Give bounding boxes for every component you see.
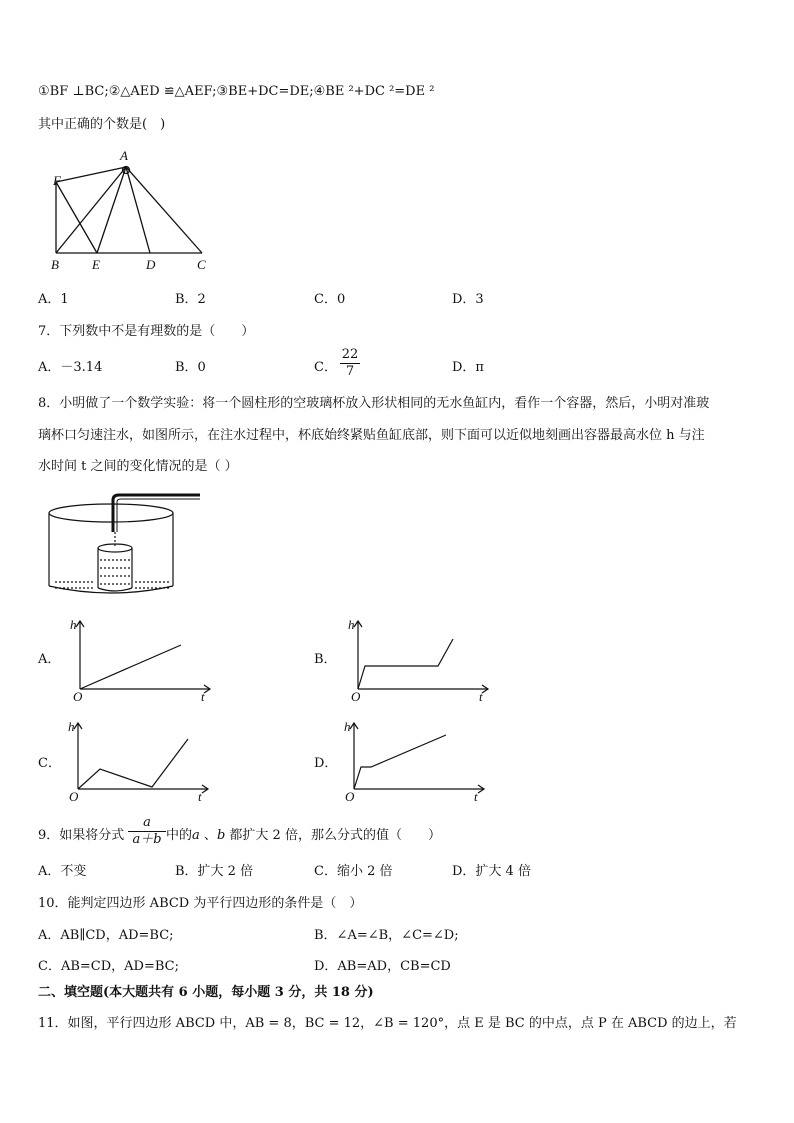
origin-label: O <box>69 789 79 804</box>
origin-label: O <box>73 689 83 704</box>
q8-option-b[interactable]: B． <box>314 652 337 667</box>
q8-question-line-1: 8．小明做了一个数学实验：将一个圆柱形的空玻璃杯放入形状相同的无水鱼缸内，看作一个容器，然后，小明对准玻 <box>38 396 710 411</box>
label-B: B <box>51 257 59 272</box>
label-F: F <box>53 173 61 188</box>
fraction-numerator: 22 <box>341 347 359 362</box>
q8-fish-tank-figure <box>45 490 205 602</box>
q9-option-a[interactable]: A．不变 <box>38 864 87 879</box>
label-C: C <box>197 257 206 272</box>
q11-question: 11．如图，平行四边形 ABCD 中，AB = 8，BC = 12，∠B = 120°，点 E 是 BC 的中点，点 P 在 ABCD 的边上，若 <box>38 1016 737 1031</box>
q9-option-d[interactable]: D．扩大 4 倍 <box>452 864 531 879</box>
q9-prefix: 9．如果将分式 <box>38 828 125 843</box>
q8-option-d[interactable]: D． <box>314 756 338 771</box>
label-D: D <box>146 257 156 272</box>
q9-suffix-2: 都扩大 2 倍，那么分式的值（ ） <box>229 828 441 843</box>
label-A: A <box>120 148 128 163</box>
q8-option-a[interactable]: A． <box>38 652 61 667</box>
axis-label-h: h <box>348 617 355 632</box>
q9-var-b: b <box>216 828 226 843</box>
axis-label-t: t <box>198 789 202 804</box>
axis-label-h: h <box>68 719 75 734</box>
q10-option-a[interactable]: A．AB∥CD，AD=BC; <box>38 928 174 943</box>
axis-label-h: h <box>344 719 351 734</box>
fraction-denominator: 7 <box>345 364 355 379</box>
label-E: E <box>92 257 100 272</box>
q9-option-c[interactable]: C．缩小 2 倍 <box>314 864 393 879</box>
q8-graph-a <box>65 615 215 705</box>
q6-geometry-figure <box>40 145 220 275</box>
q9-separator: 、 <box>203 828 217 843</box>
q9-question <box>38 828 124 844</box>
q10-option-c[interactable]: C．AB=CD，AD=BC; <box>38 959 179 974</box>
q7-question: 7．下列数中不是有理数的是（ ） <box>38 324 255 339</box>
q8-graph-c <box>65 717 215 807</box>
origin-label: O <box>345 789 355 804</box>
q8-graph-b <box>343 615 493 705</box>
axis-label-h: h <box>70 617 77 632</box>
q7-option-c-label: C． <box>314 360 337 375</box>
q9-suffix-1: 中的 <box>166 828 193 843</box>
q7-option-d[interactable]: D．π <box>452 360 484 375</box>
axis-label-t: t <box>474 789 478 804</box>
fraction-numerator: a <box>143 815 151 830</box>
q9-fraction <box>128 816 166 847</box>
q6-option-b[interactable]: B．2 <box>175 292 206 307</box>
axis-label-t: t <box>479 689 483 704</box>
q10-option-b[interactable]: B．∠A=∠B，∠C=∠D; <box>314 928 459 943</box>
q7-option-a[interactable]: A．－3.14 <box>38 360 103 375</box>
q6-option-a[interactable]: A．1 <box>38 292 69 307</box>
origin-label: O <box>351 689 361 704</box>
q6-statements: ①BF ⊥BC;②△AED ≌△AEF;③BE+DC=DE;④BE ²+DC ²=DE ² <box>38 84 435 99</box>
q7-option-b[interactable]: B．0 <box>175 360 206 375</box>
q8-option-c[interactable]: C． <box>38 756 61 771</box>
q9-var-a: a <box>192 828 200 843</box>
q8-question-line-2: 璃杯口匀速注水，如图所示，在注水过程中，杯底始终紧贴鱼缸底部，则下面可以近似地刻画出容器最高水位 h 与注 <box>38 428 705 443</box>
section-2-title: 二、填空题(本大题共有 6 小题，每小题 3 分，共 18 分) <box>38 985 374 1000</box>
q6-option-c[interactable]: C．0 <box>314 292 346 307</box>
q6-question: 其中正确的个数是( ) <box>38 117 166 132</box>
q8-graph-d <box>341 717 491 807</box>
fraction-denominator: a＋b <box>132 832 162 847</box>
q8-question-line-3: 水时间 t 之间的变化情况的是（ ） <box>38 459 238 474</box>
q7-option-c-fraction <box>340 348 360 379</box>
q9-question-suffix <box>166 828 441 844</box>
q10-option-d[interactable]: D．AB=AD，CB=CD <box>314 959 451 974</box>
q10-question: 10．能判定四边形 ABCD 为平行四边形的条件是（ ） <box>38 896 363 911</box>
q9-option-b[interactable]: B．扩大 2 倍 <box>175 864 254 879</box>
q7-option-c[interactable] <box>314 360 337 376</box>
q6-option-d[interactable]: D．3 <box>452 292 484 307</box>
axis-label-t: t <box>201 689 205 704</box>
